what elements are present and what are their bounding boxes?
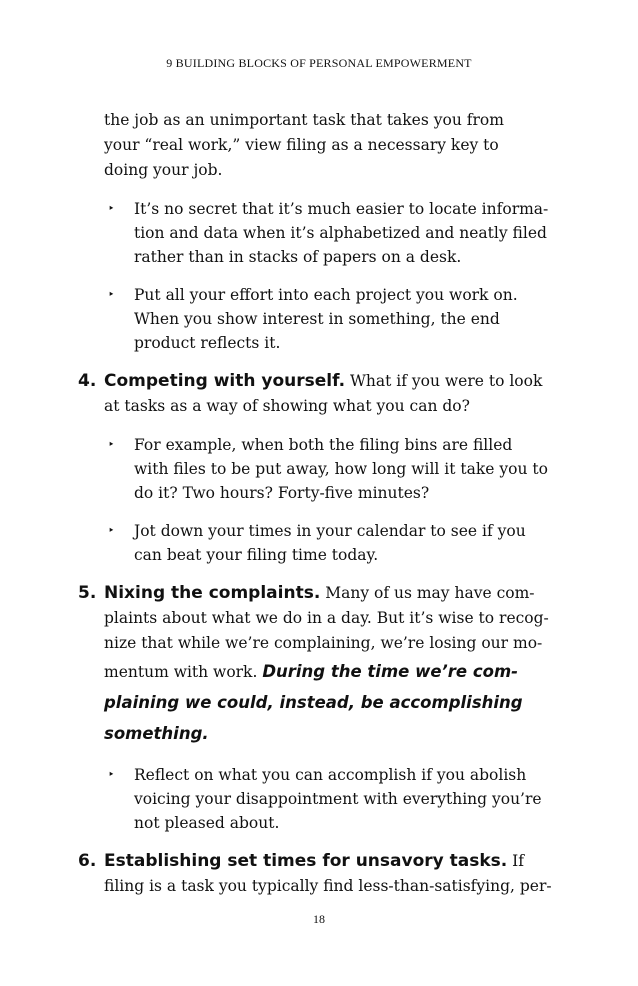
item-body xyxy=(104,849,562,899)
page-number: 18 xyxy=(313,912,325,926)
item-body xyxy=(104,369,562,419)
bullet-text: Reflect on what you can accomplish if you abolish voicing your disappointment with everything you’re not pleased about. xyxy=(134,766,542,832)
running-head: 9 BUILDING BLOCKS OF PERSONAL EMPOWERMENT xyxy=(166,56,472,70)
item-heading: Establishing set times for unsavory tasks. xyxy=(104,851,508,871)
item-text: What if you were to look at tasks as a way of showing what you can do? xyxy=(104,372,543,415)
intro-paragraph: the job as an unimportant task that takes you from your “real work,” view filing as a necessary key to doing your job. xyxy=(104,111,504,179)
triangle-bullet-icon: ‣ xyxy=(108,438,115,451)
bullet-text: For example, when both the filing bins are filled with files to be put away, how long will it take you to do it? Two hours? Forty-five minutes? xyxy=(134,436,548,502)
list-item xyxy=(78,763,550,835)
item-body xyxy=(104,581,562,749)
numbered-item-6 xyxy=(78,849,570,899)
page-body xyxy=(78,108,570,899)
numbered-item-4 xyxy=(78,369,570,419)
list-item xyxy=(78,283,550,355)
list-item xyxy=(78,433,550,505)
item-5-bullet-list xyxy=(78,763,570,835)
item-number: 6. xyxy=(78,851,97,871)
list-item xyxy=(78,197,550,269)
item-number: 4. xyxy=(78,371,97,391)
triangle-bullet-icon: ‣ xyxy=(108,524,115,537)
item-text: If filing is a task you typically find less-than-satisfying, per- xyxy=(104,852,552,895)
item-4-bullet-list xyxy=(78,433,570,567)
bullet-text: Jot down your times in your calendar to see if you can beat your filing time today. xyxy=(134,522,526,564)
list-item xyxy=(78,519,550,567)
triangle-bullet-icon: ‣ xyxy=(108,288,115,301)
intro-bullet-list xyxy=(78,197,570,355)
bullet-text: Put all your effort into each project you work on. When you show interest in something, the end product reflects it. xyxy=(134,286,518,352)
triangle-bullet-icon: ‣ xyxy=(108,202,115,215)
bullet-text: It’s no secret that it’s much easier to locate informa-tion and data when it’s alphabetized and neatly filed rather than in stacks of papers on a desk. xyxy=(134,200,549,266)
item-number: 5. xyxy=(78,583,97,603)
triangle-bullet-icon: ‣ xyxy=(108,768,115,781)
emphasis-text: During the time we’re com-plaining we could, instead, be accomplishing something. xyxy=(104,662,523,743)
item-heading: Nixing the complaints. xyxy=(104,583,321,603)
item-text: Many of us may have com-plaints about what we do in a day. But it’s wise to recog-nize that while we’re complaining, we’re losing our mo-mentum with work. xyxy=(104,584,549,681)
numbered-item-5 xyxy=(78,581,570,749)
item-heading: Competing with yourself. xyxy=(104,371,346,391)
